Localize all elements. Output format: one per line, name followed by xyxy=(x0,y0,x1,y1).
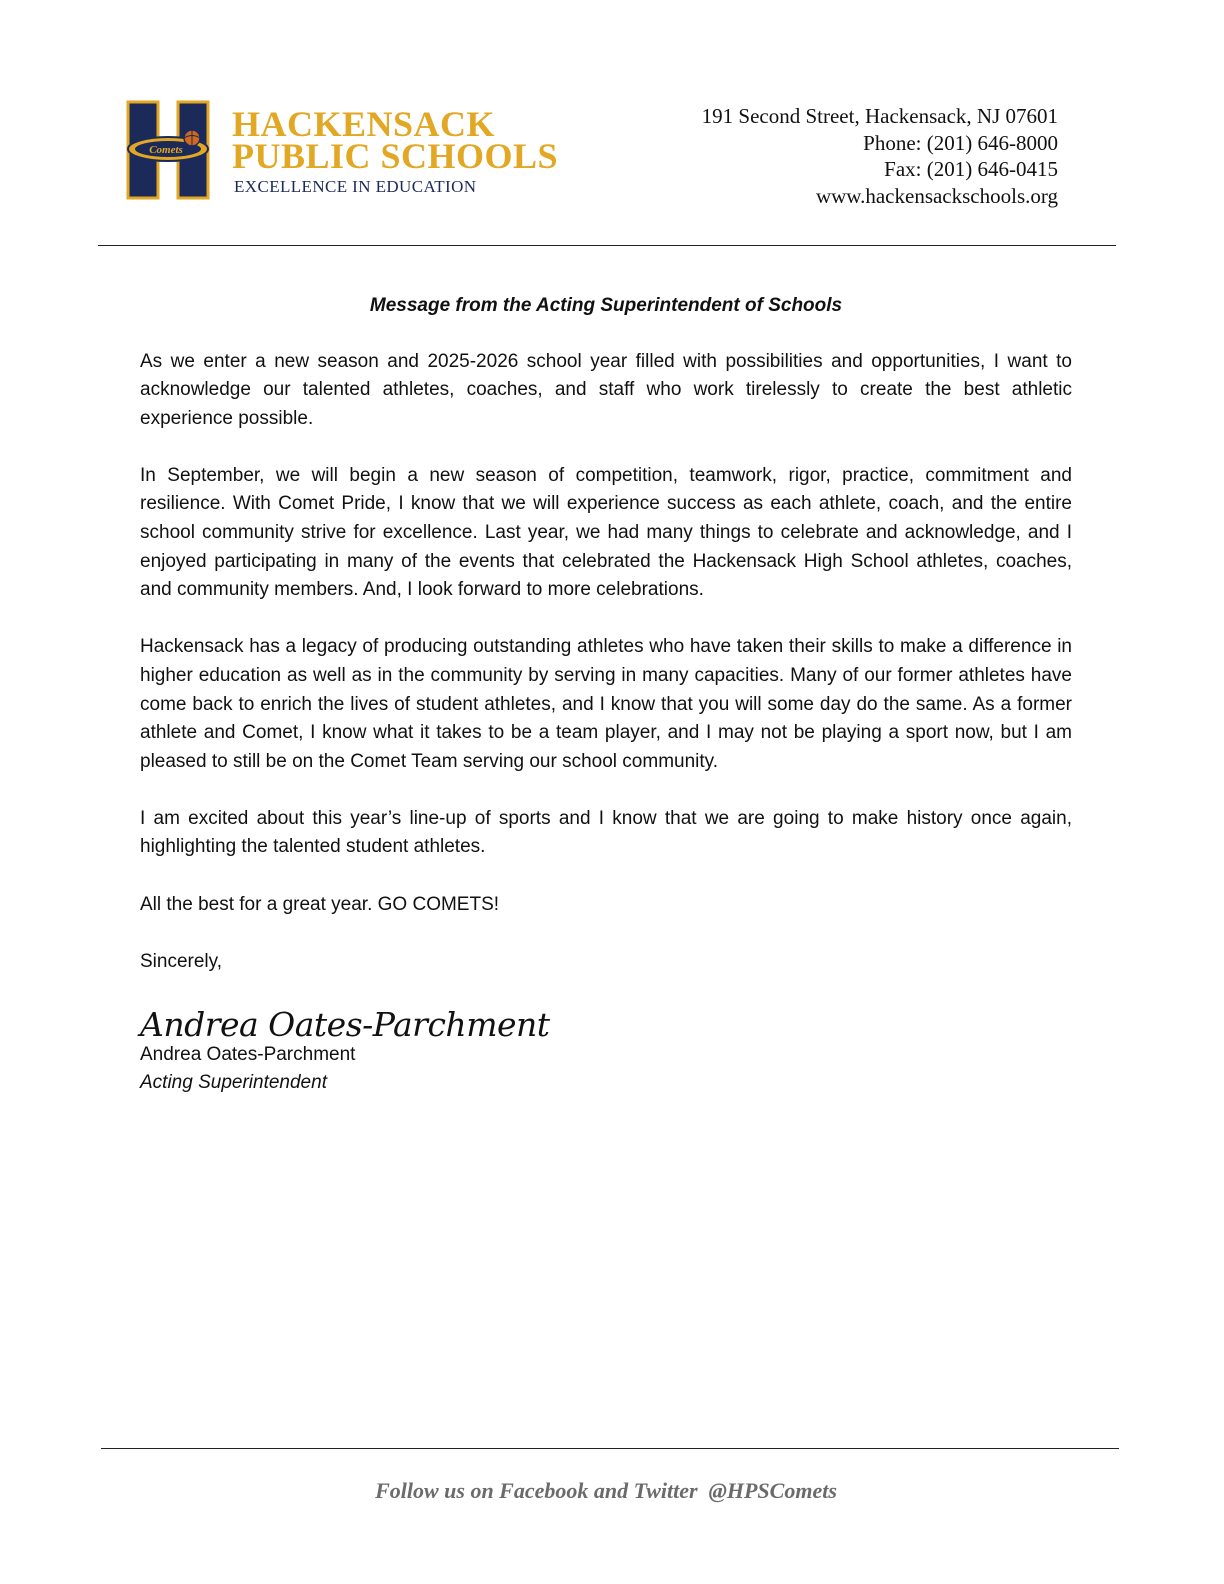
letter-paragraph: Hackensack has a legacy of producing outstanding athletes who have taken their skills to make a difference in higher education as well as in the community by serving in many capacities. Many of our former athletes have come back to enrich the lives of student athletes, and I know that you will some day do the same. As a former athlete and Comet, I know what it takes to be a team player, and I may not be playing a sport now, but I am pleased to still be on the Comet Team serving our school community. xyxy=(140,636,1072,772)
address-text: 191 Second Street, Hackensack, NJ 07601 xyxy=(701,104,1058,128)
phone-text: Phone: (201) 646-8000 xyxy=(863,130,1058,155)
emblem-badge-text: Comets xyxy=(149,144,183,156)
letter-paragraph: In September, we will begin a new season of competition, teamwork, rigor, practice, commitment and resilience. With Comet Pride, I know that we will experience success as each athlete, coach, and the entire school community strive for excellence. Last year, we had many things to celebrate and acknowledge, and I enjoyed participating in many of the events that celebrated the Hackensack High School athletes, coaches, and community members. And, I look forward to more celebrations. xyxy=(140,464,1072,601)
closing-line: All the best for a great year. GO COMETS! xyxy=(140,893,500,915)
sign-off: Sincerely, xyxy=(140,950,223,972)
district-logo xyxy=(126,100,566,204)
letter-body xyxy=(140,292,1072,1098)
hackensack-h-emblem-icon xyxy=(126,100,210,200)
signature-block xyxy=(140,1005,1072,1098)
fax-text: Fax: (201) 646-0415 xyxy=(884,157,1058,181)
logo-tagline: EXCELLENCE IN EDUCATION xyxy=(234,177,477,196)
footer-divider xyxy=(101,1448,1119,1449)
logo-name-line2: PUBLIC SCHOOLS xyxy=(232,136,559,176)
logo-name-line1: HACKENSACK xyxy=(232,104,496,144)
footer-social-text: Follow us on Facebook and Twitter @HPSComets xyxy=(375,1478,837,1503)
contact-block xyxy=(702,103,1058,209)
signer-name: Andrea Oates-Parchment xyxy=(140,1043,356,1065)
header-divider xyxy=(98,245,1116,246)
letter-paragraph: As we enter a new season and 2025-2026 school year filled with possibilities and opportunities, I want to acknowledge our talented athletes, coaches, and staff who work tirelessly to create the best athletic experience possible. xyxy=(140,350,1072,429)
letter-title: Message from the Acting Superintendent of Schools xyxy=(369,295,843,316)
website-link[interactable]: www.hackensackschools.org xyxy=(815,183,1058,208)
handwritten-signature: Andrea Oates-Parchment xyxy=(140,1004,550,1044)
signer-title: Acting Superintendent xyxy=(140,1072,327,1094)
letter-paragraph: I am excited about this year’s line-up of sports and I know that we are going to make history once again, highlighting the talented student athletes. xyxy=(140,807,1072,858)
